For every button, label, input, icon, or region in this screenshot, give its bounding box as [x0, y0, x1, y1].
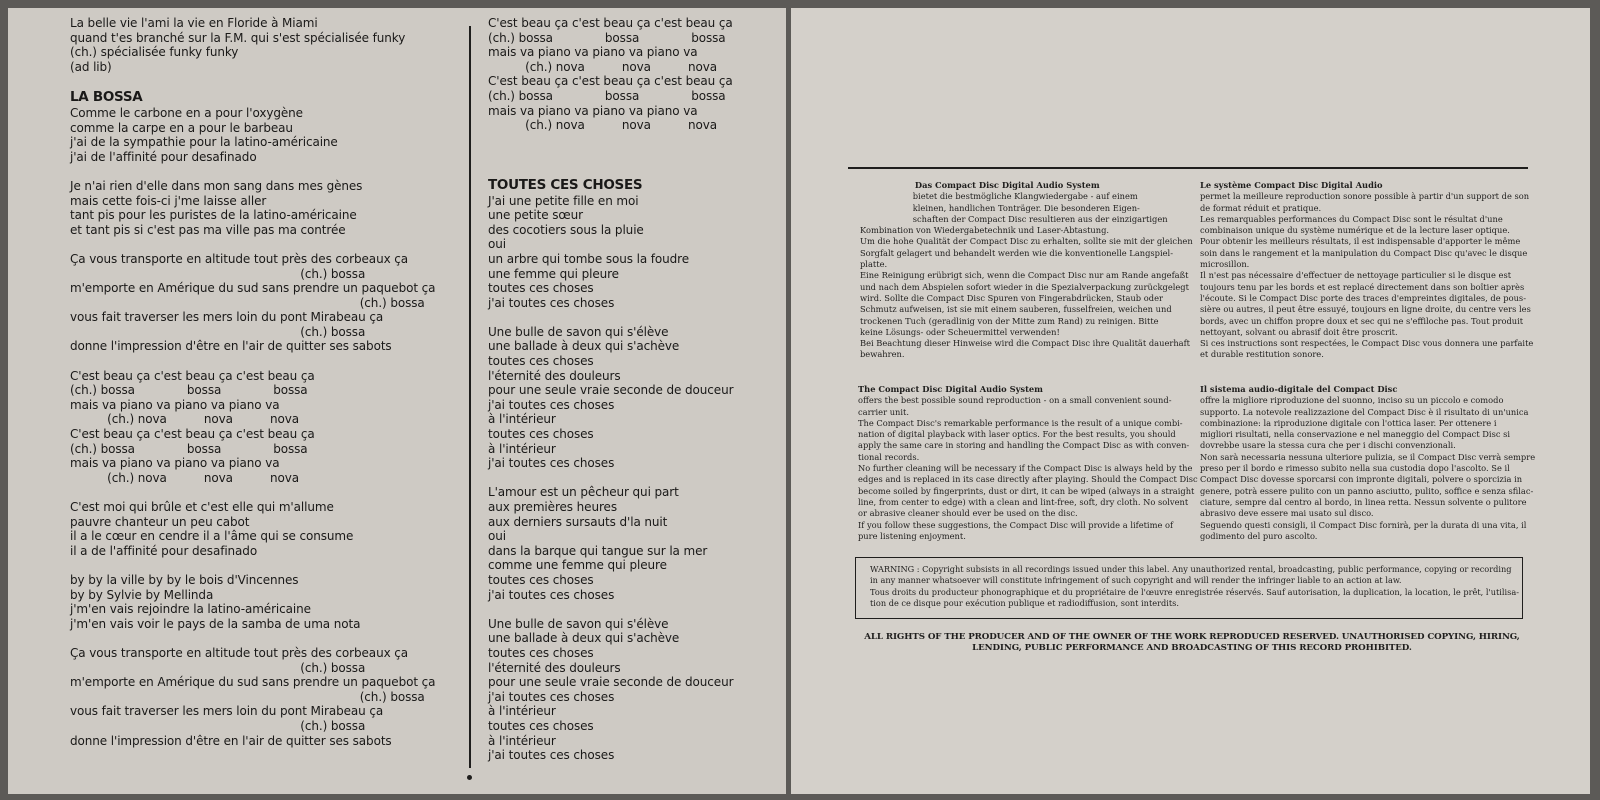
page-dot — [467, 775, 472, 780]
lyric-line: vous fait traverser les mers loin du pont Mirabeau ça — [70, 310, 384, 325]
lyric-line: Je n'ai rien d'elle dans mon sang dans mes gènes — [70, 178, 363, 193]
text-line: carrier unit. — [858, 406, 910, 417]
section-heading: Le système Compact Disc Digital Audio — [1200, 180, 1383, 190]
lyric-line: donne l'impression d'être en l'air de quitter ses sabots — [70, 733, 392, 748]
lyric-line: (ch.) bossa — [70, 324, 366, 339]
song-title: TOUTES CES CHOSES — [488, 176, 643, 193]
lyric-line: (ch.) bossa bossa bossa — [488, 30, 726, 45]
text-line: in any manner whatsoever will constitute infringement of such copyright and will render the infringer liable to an action at law. — [870, 575, 1402, 586]
lyric-line: j'm'en vais rejoindre la latino-américaine — [70, 602, 311, 617]
lyric-line: une femme qui pleure — [488, 266, 619, 281]
text-line: Non sarà necessaria nessuna ulteriore pulizia, se il Compact Disc verrà sempre — [1200, 451, 1536, 462]
lyric-line: il a le cœur en cendre il a l'âme qui se consume — [70, 529, 354, 544]
text-line: If you follow these suggestions, the Compact Disc will provide a lifetime of — [858, 519, 1174, 530]
lyric-line: à l'intérieur — [488, 733, 556, 748]
lyric-line: mais va piano va piano va piano va — [70, 397, 280, 412]
lyric-line: (ch.) bossa bossa bossa — [70, 441, 308, 456]
lyric-line: toutes ces choses — [488, 427, 594, 442]
lyric-line: oui — [488, 529, 506, 544]
lyric-line: des cocotiers sous la pluie — [488, 222, 644, 237]
lyric-line: une ballade à deux qui s'achève — [488, 631, 680, 646]
lyric-line: Ça vous transporte en altitude tout près des corbeaux ça — [70, 645, 409, 660]
text-line: und nach dem Abspielen sofort wieder in die Spezialverpackung zurückgelegt — [860, 281, 1189, 292]
lyric-line: j'ai toutes ces choses — [488, 397, 615, 412]
copyright-warning-box — [855, 557, 1523, 619]
lyrics-column-right — [488, 16, 778, 763]
lyric-line: La belle vie l'ami la vie en Floride à Miami — [70, 16, 318, 30]
lyric-line: m'emporte en Amérique du sud sans prendre un paquebot ça — [70, 281, 436, 296]
lyric-line: Une bulle de savon qui s'élève — [488, 616, 669, 631]
lyric-line: C'est beau ça c'est beau ça c'est beau ça — [70, 368, 315, 383]
section-heading: Il sistema audio-digitale del Compact Disc — [1200, 384, 1398, 394]
text-line: become soiled by fingerprints, dust or dirt, it can be wiped (always in a straight — [858, 485, 1195, 496]
italian-notice — [1200, 384, 1536, 542]
line-gap — [488, 471, 778, 486]
text-line: or abrasive cleaner should ever be used on the disc. — [858, 508, 1078, 519]
lyric-line: C'est beau ça c'est beau ça c'est beau ça — [70, 427, 315, 442]
lyric-line: j'ai toutes ces choses — [488, 689, 615, 704]
lyric-line: comme la carpe en a pour le barbeau — [70, 120, 293, 135]
text-line: Schmutz aufweisen, ist sie mit einem sauberen, fusselfreien, weichen und — [860, 304, 1172, 315]
text-line: Eine Reinigung erübrigt sich, wenn die Compact Disc nur am Rande angefaßt — [860, 270, 1189, 281]
lyric-line: (ch.) bossa — [70, 295, 425, 310]
lyric-line: pour une seule vraie seconde de douceur — [488, 383, 734, 398]
text-line: platte. — [860, 259, 888, 270]
lyric-line: (ch.) nova nova nova — [70, 470, 300, 485]
line-gap — [488, 310, 778, 325]
section-heading: The Compact Disc Digital Audio System — [858, 384, 1043, 394]
lyric-line: toutes ces choses — [488, 281, 594, 296]
line-gap — [70, 237, 460, 252]
lyric-line: mais cette fois-ci j'me laisse aller — [70, 193, 267, 208]
lyric-line: (ch.) spécialisée funky funky — [70, 45, 239, 60]
text-line: edges and is replaced in its case directly after playing. Should the Compact Disc — [858, 474, 1198, 485]
text-line: schaften der Compact Disc resultieren aus der einzigartigen — [860, 213, 1168, 224]
lyric-line: toutes ces choses — [488, 645, 594, 660]
lyric-line: j'ai de l'affinité pour desafinado — [70, 149, 257, 164]
text-line: genere, potrà essere pulito con un panno asciutto, pulito, soffice e senza sfilac- — [1200, 485, 1534, 496]
text-line: de format réduit et pratique. — [1200, 202, 1322, 213]
lyric-line: by by Sylvie by Mellinda — [70, 587, 214, 602]
text-line: migliori risultati, nella conservazione e nel maneggio del Compact Disc si — [1200, 429, 1511, 440]
lyric-line: Comme le carbone en a pour l'oxygène — [70, 105, 303, 120]
french-notice — [1200, 180, 1534, 361]
lyric-line: m'emporte en Amérique du sud sans prendre un paquebot ça — [70, 675, 436, 690]
text-line: No further cleaning will be necessary if the Compact Disc is always held by the — [858, 463, 1193, 474]
song-title: LA BOSSA — [70, 88, 143, 105]
lyric-line: une ballade à deux qui s'achève — [488, 339, 680, 354]
lyric-line: et tant pis si c'est pas ma ville pas ma contrée — [70, 222, 346, 237]
text-line: bewahren. — [860, 349, 905, 360]
text-line: ciature, sempre dal centro al bordo, in linea retta. Nessun solvente o pulitore — [1200, 496, 1527, 507]
lyric-line: (ch.) bossa — [70, 718, 366, 733]
lyric-line: aux premières heures — [488, 500, 617, 514]
text-line: bords, avec un chiffon propre doux et sec qui ne s'effiloche pas. Tout produit — [1200, 315, 1524, 326]
text-line: trockenen Tuch (geradlinig von der Mitte zum Rand) zu reinigen. Bitte — [860, 315, 1159, 326]
text-line: preso per il bordo e rimesso subito nella sua custodia dopo l'ascolto. Se il — [1200, 463, 1510, 474]
text-line: tion de ce disque pour exécution publique et radiodiffusion, sont interdits. — [870, 597, 1179, 608]
lyric-line: C'est beau ça c'est beau ça c'est beau ça — [488, 16, 733, 30]
lyric-line: (ch.) bossa — [70, 660, 366, 675]
text-line: combinaison unique du système numérique et de la lecture laser optique. — [1200, 225, 1510, 236]
line-gap — [70, 164, 460, 179]
lyric-line: donne l'impression d'être en l'air de quitter ses sabots — [70, 339, 392, 354]
lyric-line: j'ai toutes ces choses — [488, 295, 615, 310]
text-line: Si ces instructions sont respectées, le Compact Disc vous donnera une parfaite — [1200, 338, 1534, 349]
english-notice — [858, 384, 1198, 542]
lyric-line: pauvre chanteur un peu cabot — [70, 514, 250, 529]
german-notice — [860, 180, 1200, 361]
text-line: et durable restitution sonore. — [1200, 349, 1324, 360]
top-rule — [848, 167, 1528, 169]
text-line: offre la migliore riproduzione del suonno, inciso su un piccolo e comodo — [1200, 395, 1504, 406]
lyric-line: j'ai de la sympathie pour la latino-américaine — [70, 135, 338, 150]
lyric-line: à l'intérieur — [488, 704, 556, 719]
column-divider — [469, 26, 471, 768]
lyric-line: il a de l'affinité pour desafinado — [70, 543, 258, 558]
lyric-line: (ch.) bossa bossa bossa — [488, 88, 726, 103]
text-line: Bei Beachtung dieser Hinweise wird die Compact Disc ihre Qualität dauerhaft — [860, 338, 1191, 349]
lyric-line: j'ai toutes ces choses — [488, 456, 615, 471]
text-line: nation of digital playback with laser optics. For the best results, you should — [858, 429, 1176, 440]
text-line: LENDING, PUBLIC PERFORMANCE AND BROADCASTING OF THIS RECORD PROHIBITED. — [972, 643, 1412, 653]
line-gap — [488, 147, 778, 162]
line-gap — [70, 354, 460, 369]
line-gap — [70, 558, 460, 573]
lyric-line: quand t'es branché sur la F.M. qui s'est spécialisée funky — [70, 30, 406, 45]
lyric-line: j'm'en vais voir le pays de la samba de uma nota — [70, 616, 361, 631]
text-line: godimento del puro ascolto. — [1200, 530, 1318, 541]
lyric-line: une petite sœur — [488, 208, 583, 223]
lyric-line: C'est beau ça c'est beau ça c'est beau ça — [488, 74, 733, 89]
lyric-line: L'amour est un pêcheur qui part — [488, 485, 679, 500]
lyric-line: oui — [488, 237, 506, 252]
lyric-line: (ch.) bossa bossa bossa — [70, 383, 308, 398]
lyric-line: toutes ces choses — [488, 572, 594, 587]
lyric-line: (ch.) bossa — [70, 689, 425, 704]
text-line: tional records. — [858, 451, 920, 462]
text-line: The Compact Disc's remarkable performance is the result of a unique combi- — [858, 417, 1183, 428]
text-line: soin dans le rangement et la manipulation du Compact Disc qu'avec le disque — [1200, 247, 1528, 258]
text-line: Um die hohe Qualität der Compact Disc zu erhalten, sollte sie mit der gleichen — [860, 236, 1193, 247]
lyric-line: j'ai toutes ces choses — [488, 748, 615, 763]
text-line: supporto. La notevole realizzazione del Compact Disc è il risultato di un'unica — [1200, 406, 1529, 417]
text-line: toujours tenu par les bords et est replacé directement dans son boîtier après — [1200, 281, 1525, 292]
lyric-line: aux derniers sursauts d'la nuit — [488, 514, 668, 529]
lyric-line: toutes ces choses — [488, 354, 594, 369]
text-line: ALL RIGHTS OF THE PRODUCER AND OF THE OWNER OF THE WORK REPRODUCED RESERVED. UNAUTHORISED COPYING, HIRING, — [864, 632, 1520, 642]
lyric-line: J'ai une petite fille en moi — [488, 193, 639, 208]
section-heading: Das Compact Disc Digital Audio System — [860, 180, 1100, 190]
lyric-line: toutes ces choses — [488, 718, 594, 733]
lyric-line: à l'intérieur — [488, 441, 556, 456]
text-line: wird. Sollte die Compact Disc Spuren von Fingerabdrücken, Staub oder — [860, 292, 1163, 303]
lyric-line: (ch.) nova nova nova — [488, 118, 718, 133]
rights-reserved-notice — [858, 632, 1526, 654]
lyric-line: by by la ville by by le bois d'Vincennes — [70, 572, 299, 587]
text-line: sière ou autres, il peut être essuyé, toujours en ligne droite, du centre vers les — [1200, 304, 1531, 315]
lyric-line: vous fait traverser les mers loin du pont Mirabeau ça — [70, 704, 384, 719]
text-line: Compact Disc dovesse sporcarsi con impronte digitali, polvere o sporcizia in — [1200, 474, 1523, 485]
lyric-line: (ad lib) — [70, 59, 112, 74]
lyric-line: (ch.) nova nova nova — [70, 412, 300, 427]
lyric-line: un arbre qui tombe sous la foudre — [488, 251, 690, 266]
lyric-line: tant pis pour les puristes de la latino-américaine — [70, 208, 357, 223]
text-line: pure listening enjoyment. — [858, 530, 966, 541]
line-gap — [70, 631, 460, 646]
lyric-line: j'ai toutes ces choses — [488, 587, 615, 602]
lyric-line: à l'intérieur — [488, 412, 556, 427]
text-line: Il n'est pas nécessaire d'effectuer de nettoyage particulier si le disque est — [1200, 270, 1512, 281]
lyric-line: Une bulle de savon qui s'élève — [488, 324, 669, 339]
text-line: combinazione: la riproduzione digitale con l'ottica laser. Per ottenere i — [1200, 417, 1497, 428]
text-line: microsillon. — [1200, 259, 1250, 270]
text-line: kleinen, handlichen Tonträger. Die besonderen Eigen- — [860, 202, 1140, 213]
line-gap — [488, 602, 778, 617]
lyric-line: comme une femme qui pleure — [488, 558, 667, 573]
line-gap — [488, 133, 778, 148]
lyric-line: (ch.) nova nova nova — [488, 59, 718, 74]
text-line: l'écoute. Si le Compact Disc porte des traces d'empreintes digitales, de pous- — [1200, 292, 1526, 303]
lyric-line: mais va piano va piano va piano va — [488, 103, 698, 118]
lyric-line: Ça vous transporte en altitude tout près des corbeaux ça — [70, 251, 409, 266]
text-line: apply the same care in storing and handling the Compact Disc as with conven- — [858, 440, 1190, 451]
text-line: Seguendo questi consigli, il Compact Disc fornirà, per la durata di una vita, il — [1200, 519, 1527, 530]
text-line: line, from center to edge) with a clean and lint-free, soft, dry cloth. No solvent — [858, 496, 1189, 507]
lyric-line: dans la barque qui tangue sur la mer — [488, 543, 708, 558]
line-gap — [488, 162, 778, 177]
lyric-line: mais va piano va piano va piano va — [488, 45, 698, 60]
lyric-line: (ch.) bossa — [70, 266, 366, 281]
text-line: keine Lösungs- oder Scheuermittel verwenden! — [860, 326, 1060, 337]
text-line: permet la meilleure reproduction sonore possible à partir d'un support de son — [1200, 191, 1530, 202]
text-line: WARNING : Copyright subsists in all recordings issued under this label. Any unauthorized rental, broadcasting, public performance, copying or recording — [870, 564, 1512, 574]
text-line: Sorgfalt gelagert und behandelt werden wie die konventionelle Langspiel- — [860, 247, 1174, 258]
line-gap — [70, 74, 460, 89]
text-line: Pour obtenir les meilleurs résultats, il est indispensable d'apporter le même — [1200, 236, 1521, 247]
text-line: offers the best possible sound reproduction - on a small convenient sound- — [858, 395, 1172, 406]
line-gap — [70, 485, 460, 500]
text-line: abrasivo deve essere mai usato sul disco. — [1200, 508, 1374, 519]
lyrics-column-left — [70, 16, 460, 748]
lyric-line: pour une seule vraie seconde de douceur — [488, 675, 734, 690]
text-line: nettoyant, solvant ou abrasif doit être proscrit. — [1200, 326, 1398, 337]
lyric-line: l'éternité des douleurs — [488, 660, 621, 675]
text-line: bietet die bestmögliche Klangwiedergabe - auf einem — [860, 191, 1138, 202]
text-line: dovrebbe usare la stessa cura che per i dischi convenzionali. — [1200, 440, 1456, 451]
text-line: Les remarquables performances du Compact Disc sont le résultat d'une — [1200, 213, 1503, 224]
lyric-line: C'est moi qui brûle et c'est elle qui m'allume — [70, 500, 334, 514]
lyric-line: mais va piano va piano va piano va — [70, 456, 280, 471]
lyric-line: l'éternité des douleurs — [488, 368, 621, 383]
text-line: Tous droits du producteur phonographique et du propriétaire de l'œuvre enregistrée réservés. Sauf autorisation, la duplication, la location, le prêt, l'utilisa- — [870, 586, 1520, 597]
text-line: Kombination von Wiedergabetechnik und Laser-Abtastung. — [860, 225, 1110, 236]
